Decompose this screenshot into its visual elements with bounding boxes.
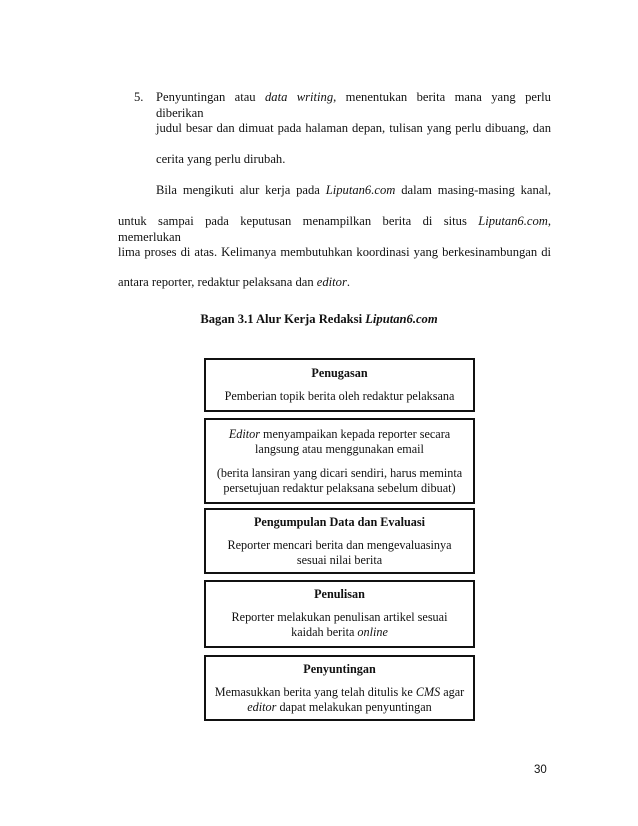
figure-caption xyxy=(0,312,638,327)
text: Bila mengikuti alur kerja pada xyxy=(156,183,326,197)
caption-text: Bagan 3.1 Alur Kerja Redaksi xyxy=(200,312,366,326)
text-italic: online xyxy=(357,625,388,639)
box-title: Penyuntingan xyxy=(303,662,376,676)
list-number: 5. xyxy=(134,90,144,104)
para-line-3: lima proses di atas. Kelimanya membutuhkan koordinasi yang berkesinambungan di xyxy=(118,245,551,259)
text-italic: data writing xyxy=(264,90,334,104)
flow-box-pengumpulan xyxy=(204,508,475,574)
text: , menentukan berita mana yang perlu diberikan xyxy=(156,90,551,120)
box-text: Pemberian topik berita oleh redaktur pelaksana xyxy=(224,389,455,403)
box-note: (berita lansiran yang dicari sendiri, harus meminta persetujuan redaktur pelaksana sebelum dibuat) xyxy=(216,466,463,495)
box-text xyxy=(214,610,465,640)
text-italic: editor xyxy=(316,275,347,289)
text-italic: Liputan6.com xyxy=(325,183,396,197)
flow-box-penyuntingan xyxy=(204,655,475,721)
text: agar xyxy=(440,685,465,699)
para-line-1 xyxy=(156,182,551,198)
box-text: Reporter mencari berita dan mengevaluasinya sesuai nilai berita xyxy=(227,538,452,567)
box-text xyxy=(214,427,465,457)
box-title: Penugasan xyxy=(311,366,368,380)
text: Reporter melakukan penulisan artikel sesuai kaidah berita xyxy=(231,610,448,639)
box-title: Pengumpulan Data dan Evaluasi xyxy=(253,515,425,529)
para-line-2 xyxy=(118,213,551,245)
text: Memasukkan berita yang telah ditulis ke xyxy=(214,685,416,699)
text-italic: CMS xyxy=(415,685,441,699)
page-number: 30 xyxy=(534,764,547,776)
flow-box-penulisan xyxy=(204,580,475,648)
text-italic: editor xyxy=(247,700,277,714)
text: , memerlukan xyxy=(118,214,551,244)
text-italic: Editor xyxy=(228,427,260,441)
text: untuk sampai pada keputusan menampilkan berita di situs xyxy=(118,214,479,228)
caption-italic: Liputan6.com xyxy=(365,312,438,326)
text: dapat melakukan penyuntingan xyxy=(276,700,432,714)
item5-line-3: cerita yang perlu dirubah. xyxy=(156,152,286,166)
text-italic: Liputan6.com xyxy=(478,214,548,228)
flow-box-instruksi xyxy=(204,418,475,504)
text: . xyxy=(346,275,351,289)
text: antara reporter, redaktur pelaksana dan xyxy=(118,275,317,289)
item5-line-2: judul besar dan dimuat pada halaman depan, tulisan yang perlu dibuang, dan xyxy=(156,121,551,135)
box-title: Penulisan xyxy=(314,587,365,601)
text: menyampaikan kepada reporter secara langsung atau menggunakan email xyxy=(255,427,451,456)
text: dalam masing-masing kanal, xyxy=(395,183,551,197)
text: Penyuntingan atau xyxy=(156,90,265,104)
para-line-4 xyxy=(118,274,350,290)
item5-line-1 xyxy=(156,89,551,121)
flow-box-penugasan xyxy=(204,358,475,412)
box-text xyxy=(214,685,465,715)
